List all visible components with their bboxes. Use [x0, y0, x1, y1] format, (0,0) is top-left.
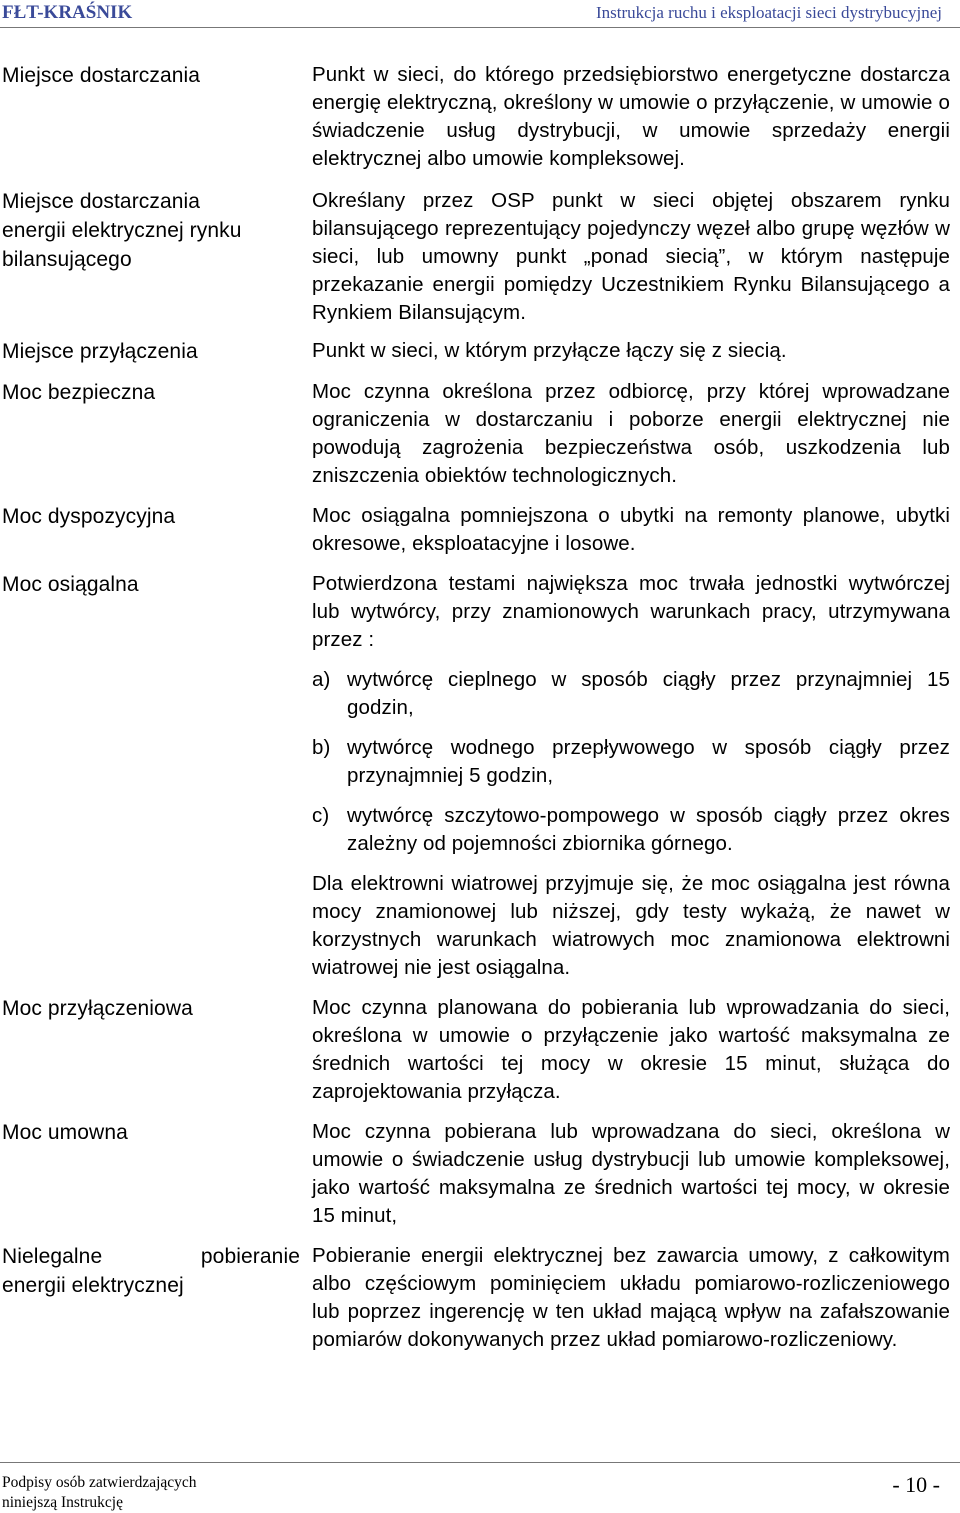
list-item: b) wytwórcę wodnego przepływowego w sposób ciągły przez przynajmniej 5 godzin, — [312, 736, 950, 787]
definition-text: Moc czynna planowana do pobierania lub wprowadzania do sieci, określona w umowie o przyłączenie jako wartość maksymalna ze średnich wartości tej mocy w okresie 15 minut, służąca do zaprojektowania przyłącza. — [312, 996, 950, 1103]
definition-text: Punkt w sieci, do którego przedsiębiorstwo energetyczne dostarcza energię elektryczną, określony w umowie o przyłączenie, w umowie o świadczenie usług dystrybucji, w umowie sprzedaży energii elektrycznej albo umowie kompleksowej. — [312, 63, 950, 170]
definition-row — [0, 61, 960, 173]
definition-text: Określany przez OSP punkt w sieci objętej obszarem rynku bilansującego reprezentujący pojedynczy węzeł albo grupę węzłów w sieci, lub umowny punkt „ponad siecią”, w którym następuje przekazanie energii pomiędzy Uczestnikiem Rynku Bilansującego a Rynkiem Bilansującym. — [312, 189, 950, 324]
page-footer — [0, 1462, 960, 1513]
page-number: - 10 - — [892, 1472, 940, 1497]
definition-row — [0, 378, 960, 490]
definition-term: Miejsce dostarczania energii elektrycznej rynku bilansującego — [2, 190, 242, 271]
signature-note: Podpisy osób zatwierdzających niniejszą Instrukcję — [2, 1474, 197, 1511]
definition-row — [0, 502, 960, 558]
company-name: FŁT-KRAŚNIK — [2, 2, 133, 23]
definition-term: Moc przyłączeniowa — [2, 997, 193, 1020]
definition-row — [0, 570, 960, 982]
definitions-list — [0, 61, 960, 1366]
definition-term: Moc dyspozycyjna — [2, 505, 176, 528]
definition-row — [0, 1242, 960, 1354]
definition-term: Miejsce dostarczania — [2, 64, 201, 87]
definition-text: Punkt w sieci, w którym przyłącze łączy się z siecią. — [312, 339, 787, 362]
document-title: Instrukcja ruchu i eksploatacji sieci dystrybucyjnej — [595, 3, 942, 22]
definition-note: Dla elektrowni wiatrowej przyjmuje się, że moc osiągalna jest równa mocy znamionowej lub niższej, gdy testy wykażą, że nawet w korzystnych warunkach wiatrowych moc znamionowa elektrowni wiatrowej nie jest osiągalna. — [312, 872, 950, 979]
definition-text: Moc czynna pobierana lub wprowadzana do sieci, określona w umowie o świadczenie usług dystrybucji lub umowie kompleksowej, jako wartość maksymalna ze średnich wartości tej mocy, w okresie 15 minut, — [312, 1120, 950, 1227]
definition-term: Nielegalne pobieranie energii elektrycznej — [2, 1245, 300, 1297]
definition-text: Moc osiągalna pomniejszona o ubytki na remonty planowe, ubytki okresowe, eksploatacyjne i losowe. — [312, 504, 950, 555]
page-header — [0, 0, 960, 27]
list-item: c) wytwórcę szczytowo-pompowego w sposób ciągły przez okres zależny od pojemności zbiornika górnego. — [312, 804, 950, 855]
definition-row — [0, 1118, 960, 1230]
header-divider — [0, 27, 960, 28]
definition-term: Miejsce przyłączenia — [2, 340, 198, 363]
definition-text: Potwierdzona testami największa moc trwała jednostki wytwórczej lub wytwórcy, przy znamionowych warunkach pracy, utrzymywana przez : a) wytwórcę cieplnego w sposób ciągły przez przynajmniej 15 godzin, b) wytwórcę wodnego przepływowego w sposób ciągły przez przynajmniej 5 godzin, c) wytwórcę szczytowo-pompowego w sposób ciągły przez okres zależny od pojemności zbiornika górnego. Dla elektrowni wiatrowej przyjmuje się, że moc osiągalna jest równa mocy znamionowej lub niższej, gdy testy wykażą, że nawet w korzystnych warunkach wiatrowych moc znamionowa elektrowni wiatrowej nie jest osiągalna. — [312, 570, 950, 982]
definition-text: Pobieranie energii elektrycznej bez zawarcia umowy, z całkowitym albo częściowym pominięciem układu pomiarowo-rozliczeniowego lub poprzez ingerencję w ten układ mającą wpływ na zafałszowanie pomiarów dokonywanych przez układ pomiarowo-rozliczeniowy. — [312, 1244, 950, 1351]
definition-term: Moc umowna — [2, 1121, 128, 1144]
footer-divider — [0, 1462, 960, 1463]
definition-text: Moc czynna określona przez odbiorcę, przy której wprowadzane ograniczenia w dostarczaniu i poborze energii elektrycznej nie powodują zagrożenia bezpieczeństwa osób, uszkodzenia lub zniszczenia obiektów technologicznych. — [312, 380, 950, 487]
definition-row — [0, 187, 960, 327]
list-item: a) wytwórcę cieplnego w sposób ciągły przez przynajmniej 15 godzin, — [312, 668, 950, 719]
definition-row — [0, 994, 960, 1106]
definition-row — [0, 337, 960, 366]
definition-term: Moc osiągalna — [2, 573, 139, 596]
definition-term: Moc bezpieczna — [2, 381, 156, 404]
